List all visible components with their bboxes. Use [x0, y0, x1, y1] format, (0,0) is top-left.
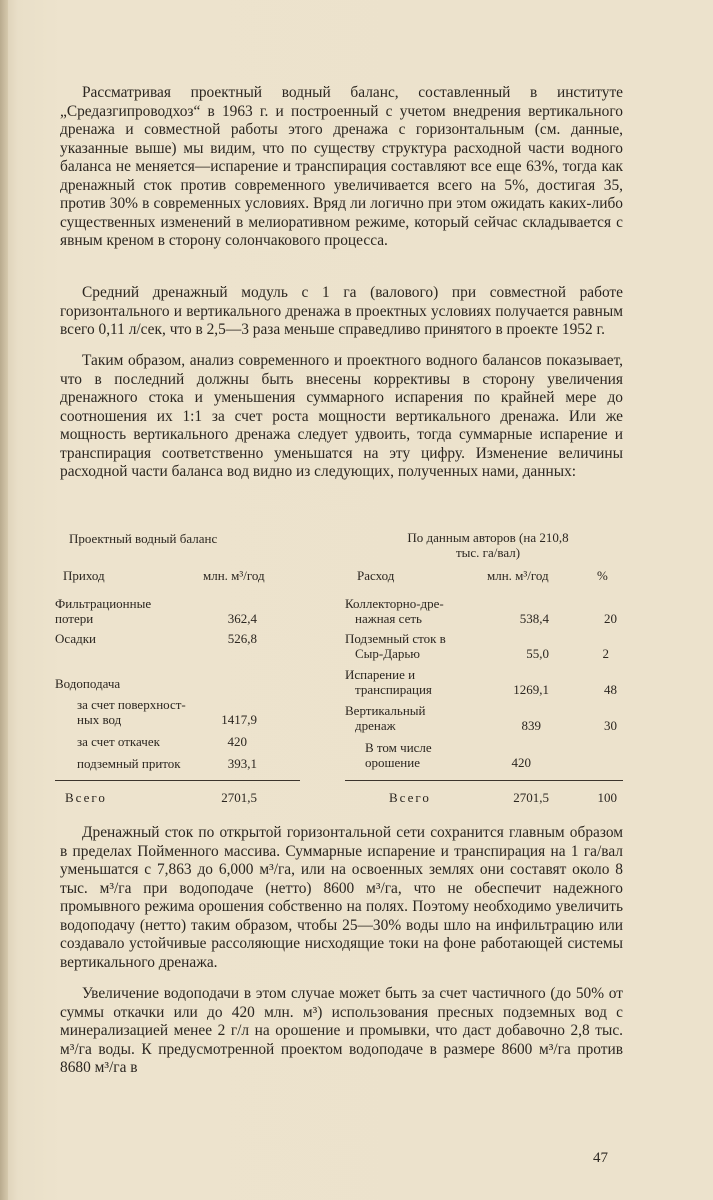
- expense-header: Расход: [357, 568, 395, 583]
- income-row-label: Водоподача: [55, 676, 121, 691]
- page-spine-shadow: [0, 0, 8, 1200]
- expense-row-label: Испарение и: [345, 667, 416, 682]
- expense-row-value: 839: [521, 718, 541, 733]
- expense-row-label: Коллекторно-дре-: [345, 596, 444, 611]
- paragraph-drainage-runoff: [60, 824, 623, 972]
- total-label-left: Всего: [65, 790, 107, 805]
- paragraph-text: Дренажный сток по открытой горизонтальной сети сохранится главным образом в пределах Пойменного массива. Суммарные испарение и транспирация на 1 га/вал уменьшатся с 7,863 до 6,000 м³/га, или на освоенных землях они составят около 8 тыс. м³/га при водоподаче (нетто) 8600 м³/га, что не обеспечит надежного промывного режима орошения собственно на полях. Поэтому необходимо увеличить водоподачу (нетто) таким образом, чтобы 25—30% воды шло на инфильтрацию или создавало устойчивые рассоляющие нисходящие токи на фоне работающей системы вертикального дренажа.: [60, 824, 623, 971]
- expense-row-label: нажная сеть: [355, 611, 422, 626]
- income-header: Приход: [63, 568, 105, 583]
- paragraph-text: Увеличение водоподачи в этом случае может быть за счет частичного (до 50% от суммы откачки или до 420 млн. м³) использования пресных подземных вод с минерализацией менее 2 г/л на орошение и промывки, что даст добавочно 2,8 тыс. м³/га воды. К предусмотренной проектом водоподаче в размере 8600 м³/га против 8680 м³/га в: [60, 985, 623, 1076]
- expense-unit-header: млн. м³/год: [487, 568, 549, 583]
- paragraph-water-supply-increase: [60, 985, 623, 1078]
- paragraph-analysis: [60, 352, 623, 482]
- expense-row-value: 1269,1: [513, 682, 549, 697]
- expense-row-label: транспирация: [355, 682, 432, 697]
- expense-row-label: Подземный сток в: [345, 631, 446, 646]
- income-unit-header: млн. м³/год: [203, 568, 265, 583]
- expense-row-label: В том числе: [365, 740, 432, 755]
- income-row-label: Осадки: [55, 631, 96, 646]
- expense-row-label: Вертикальный: [345, 703, 426, 718]
- expense-row-label: орошение: [365, 755, 420, 770]
- paragraph-drainage-module: [60, 284, 623, 340]
- percent-header: %: [597, 568, 608, 583]
- income-row-label: потери: [55, 611, 94, 626]
- paragraph-text: Таким образом, анализ современного и проектного водного балансов показывает, что в последний должны быть внесены коррективы в сторону увеличения дренажного стока и уменьшения суммарного испарения по крайней мере до соотношения их 1:1 за счет роста мощности вертикального дренажа. Или же мощность вертикального дренажа следует удвоить, тогда суммарные испарение и транспирация соответственно уменьшатся на эту цифру. Изменение величины расходной части баланса вод видно из следующих, полученных нами, данных:: [60, 352, 623, 480]
- total-percent: 100: [597, 790, 617, 805]
- expense-row-label: дренаж: [355, 718, 396, 733]
- income-row-value: 420: [227, 734, 247, 749]
- paragraph-text: Средний дренажный модуль с 1 га (валового) при совместной работе горизонтального и вертикального дренажа в проектных условиях получается равным всего 0,11 л/сек, что в 2,5—3 раза меньше справедливо принятого в проекте 1952 г.: [60, 284, 623, 338]
- expense-row-value: 55,0: [526, 646, 549, 661]
- expense-row-label: Сыр-Дарью: [355, 646, 421, 661]
- table-right-title-line1: По данным авторов (на 210,8: [407, 530, 569, 545]
- income-row-label: за счет поверхност-: [77, 697, 186, 712]
- total-rule-left: [55, 780, 300, 781]
- total-label-right: Всего: [389, 790, 431, 805]
- expense-row-percent: 30: [604, 718, 617, 733]
- expense-row-percent: 2: [602, 646, 609, 661]
- total-rule-right: [345, 780, 623, 781]
- income-row-value: 526,8: [227, 631, 257, 646]
- water-balance-table: [55, 528, 625, 813]
- income-row-value: 393,1: [227, 756, 257, 771]
- expense-row-percent: 20: [604, 611, 617, 626]
- income-row-value: 1417,9: [221, 712, 257, 727]
- total-value-right: 2701,5: [513, 790, 549, 805]
- total-value-left: 2701,5: [221, 790, 257, 805]
- expense-row-percent: 48: [604, 682, 617, 697]
- income-row-label: Фильтрационные: [55, 596, 152, 611]
- paragraph-project-balance: [60, 84, 623, 251]
- income-row-label: ных вод: [77, 712, 122, 727]
- page-number: 47: [593, 1150, 608, 1166]
- expense-row-value: 538,4: [519, 611, 549, 626]
- income-row-value: 362,4: [227, 611, 257, 626]
- table-right-title-line2: тыс. га/вал): [455, 545, 521, 560]
- income-row-label: за счет откачек: [77, 734, 160, 749]
- paragraph-text: Рассматривая проектный водный баланс, составленный в институте „Средазгипроводхоз“ в 1963 г. и построенный с учетом внедрения вертикального дренажа и совместной работы этого дренажа с горизонтальным (см. данные, указанные выше) мы видим, что по существу структура расходной части водного баланса не меняется—испарение и транспирация составляют все еще 63%, тогда как дренажный сток против современного увеличивается всего на 5%, достигая 35, против 30% в современных условиях. Вряд ли логично при этом ожидать каких-либо существенных изменений в мелиоративном режиме, который сейчас складывается с явным креном в сторону солончакового процесса.: [60, 84, 623, 249]
- table-left-title: Проектный водный баланс: [69, 531, 218, 546]
- expense-row-value: 420: [511, 755, 531, 770]
- income-row-label: подземный приток: [77, 756, 181, 771]
